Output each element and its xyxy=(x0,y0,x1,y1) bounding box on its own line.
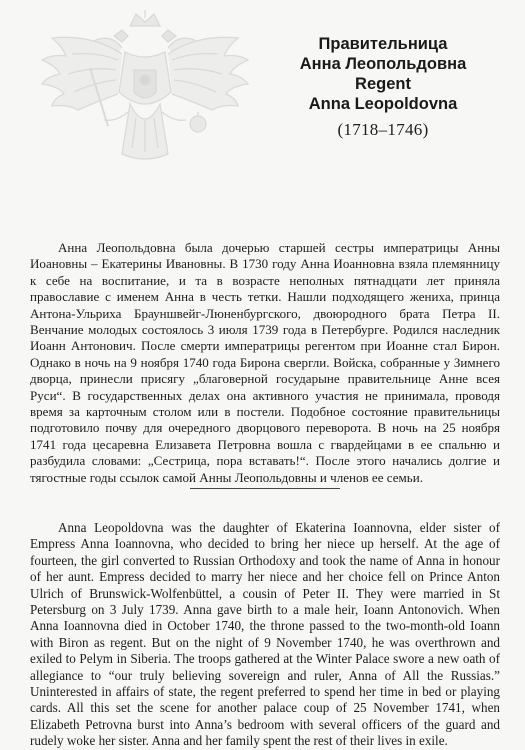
divider xyxy=(190,488,340,489)
english-paragraph-block xyxy=(30,520,500,750)
years: (1718–1746) xyxy=(337,120,429,139)
title-en-line-1: Regent xyxy=(355,75,411,93)
title-en-line-2: Anna Leopoldovna xyxy=(308,95,458,113)
double-headed-eagle-icon xyxy=(30,8,260,203)
title-ru-line-1: Правительница xyxy=(318,35,448,53)
russian-paragraph: Анна Леопольдовна была дочерью старшей сестры императрицы Анны Иоановны – Екатерины Ивановны. В 1730 году Анна Иоанновна взяла племянницу к себе на воспитание, и та в возрасте неполных пятнадцати лет приняла православие с именем Анна в честь тетки. Нашли подходящего жениха, принца Антона-Ульриха Брауншвейг-Люненбургского, двоюродного брата Петра II. Венчание молодых состоялось 3 июля 1739 года в Петербурге. Родился наследник Иоанн Антонович. После смерти императрицы регентом при Иоанне стал Бирон. Однако в ночь на 9 ноября 1740 года Бирона свергли. Войска, собранные у Зимнего дворца, принесли присягу „благоверной государыне правительнице Анне всея Руси“. В государственных делах она активного участия не принимала, проводя время за карточным столом или в постели. Подобное состояние правительницы подготовило почву для очередного дворцового переворота. В ночь на 25 ноября 1741 года цесаревна Елизавета Петровна вошла с гвардейцами в ее спальню и разбудила словами: „Сестрица, пора вставать!“. После этого начались долгие и тягостные годы ссылок самой Анны Леопольдовны и членов ее семьи. xyxy=(30,240,500,485)
title-ru-line-2: Анна Леопольдовна xyxy=(299,55,467,73)
english-paragraph: Anna Leopoldovna was the daughter of Ekaterina Ioannovna, elder sister of Empress Anna Ioannovna, who decided to bring her niece up herself. At the age of fourteen, the girl converted to Russian Orthodoxy and took the name of Anna in honour of her aunt. Empress decided to marry her niece and her choice fell on Prince Anton Ulrich of Brunswick-Wolfenbüttel, a cousin of Peter II. They were married in St Petersburg on 3 July 1739. Anna gave birth to a male heir, Ioann Antonovich. When Anna Ioannovna died in October 1740, the throne passed to the two-month-old Ioann with Biron as regent. But on the night of 9 November 1740, he was overthrown and exiled to Pelym in Siberia. The troops gathered at the Winter Palace swore a new oath of allegiance to “our truly believing sovereign and ruler, Anna of All the Russias.” Uninterested in affairs of state, the regent preferred to spend her time in bed or playing cards. All this set the scene for another palace coup of 25 November 1741, when Elizabeth Petrovna burst into Anna’s bedroom with several officers of the guard and rudely woke her sister. Anna and her family spent the rest of their lives in exile. xyxy=(30,520,500,749)
russian-paragraph-block xyxy=(30,240,500,486)
title-block xyxy=(268,34,498,140)
